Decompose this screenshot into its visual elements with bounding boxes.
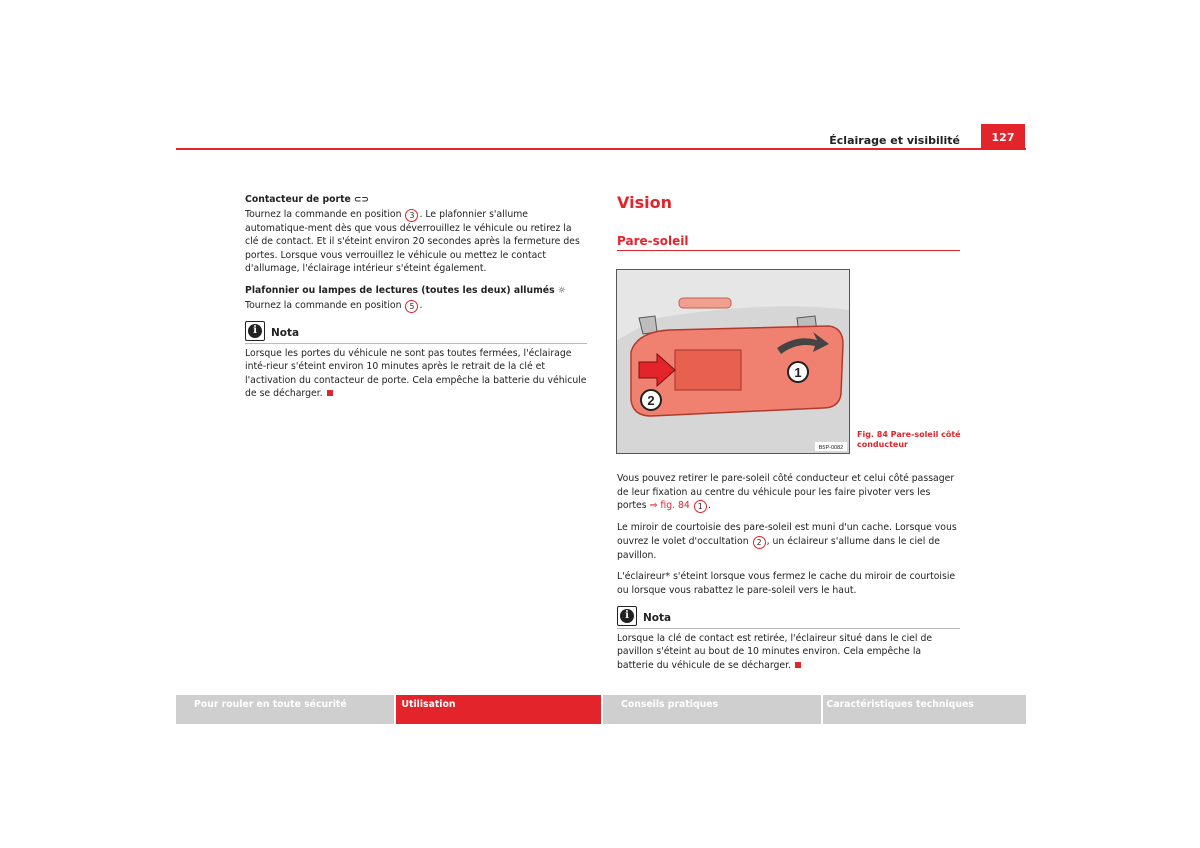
header-rule [176,148,1026,150]
nota-header-right [617,606,960,626]
nota-divider [245,343,587,344]
info-icon: i [617,606,637,626]
nota-divider [617,628,960,629]
nota-label: Nota [643,611,672,624]
sun-visor-illustration [616,269,850,454]
reading-lamps-heading: Plafonnier ou lampes de lectures (toutes les deux) allumés ☼ [245,284,566,296]
tab-safety[interactable]: Pour rouler en toute sécurité [176,695,394,724]
nota-label: Nota [271,326,300,339]
tab-practical-tips[interactable]: Conseils pratiques [603,695,821,724]
tab-technical-specs[interactable]: Caractéristiques techniques [823,695,1027,724]
door-contact-heading: Contacteur de porte ⊂⊃ [245,194,369,205]
page-number: 127 [981,124,1025,150]
nota-text-right: Lorsque la clé de contact est retirée, l'éclaireur situé dans le ciel de pavillon s'éteint au bout de 10 minutes environ. Cela empêche la batterie du véhicule de se décharger. [617,632,933,671]
visor-paragraph-2: Le miroir de courtoisie des pare-soleil est muni d'un cache. Lorsque vous ouvrez le volet d'occultation 2 , un éclaireur s'allume dans le ciel de pavillon. [617,522,957,561]
visor-paragraph-3: L'éclaireur* s'éteint lorsque vous fermez le cache du miroir de courtoisie ou lorsque vous rabattez le pare-soleil vers le haut. [617,571,956,596]
left-column [245,193,587,409]
info-icon: i [245,321,265,341]
subsection-rule [617,250,960,251]
figure-caption: Fig. 84 Pare-soleil côté conducteur [857,430,961,449]
end-marker [795,662,801,668]
sun-visor-drawing [617,270,849,453]
callout-1: 1 [794,365,802,380]
subsection-title: Pare-soleil [617,234,689,248]
end-marker [327,390,333,396]
door-contact-paragraph: Tournez la commande en position 3 . Le plafonnier s'allume automatique-ment dès que vous déverrouillez le véhicule ou retirez la clé de contact. Et il s'éteint environ 20 secondes après la fermeture des portes. Lorsque vous verrouillez le véhicule ou mettez le contact d'allumage, l'éclairage intérieur s'éteint également. [245,208,580,275]
position-5-marker: 5 [405,300,418,313]
nota-header-left [245,321,587,341]
visor-paragraph-1: Vous pouvez retirer le pare-soleil côté conducteur et celui côté passager de leur fixation au centre du véhicule pour les faire pivoter vers les portes ⇒ fig. 84 1 . [617,473,955,512]
figure-reference-link[interactable]: ⇒ fig. 84 [649,500,690,512]
header-title: Éclairage et visibilité [829,134,960,147]
lamp-on-icon: ☼ [557,285,566,296]
reading-lamps-paragraph: Tournez la commande en position 5 . [245,299,423,311]
vanity-mirror-cover-icon [675,350,741,390]
position-3-marker: 3 [405,209,418,222]
reading-light-icon [679,298,731,308]
figure-code: B5P-0082 [818,445,844,451]
chapter-tabs [176,695,1026,724]
tab-utilisation[interactable]: Utilisation [396,695,602,724]
section-title: Vision [617,193,672,212]
right-body [617,472,960,680]
callout-ref-1: 1 [694,500,707,513]
nota-text-left: Lorsque les portes du véhicule ne sont pas toutes fermées, l'éclairage inté-rieur s'éteint environ 10 minutes après le retrait de la clé et l'activation du contacteur de porte. Cela empêche la batterie du véhicule de se décharger. [245,347,587,400]
door-light-icon: ⊂⊃ [353,195,369,205]
callout-ref-2: 2 [753,536,766,549]
callout-2: 2 [647,393,655,408]
